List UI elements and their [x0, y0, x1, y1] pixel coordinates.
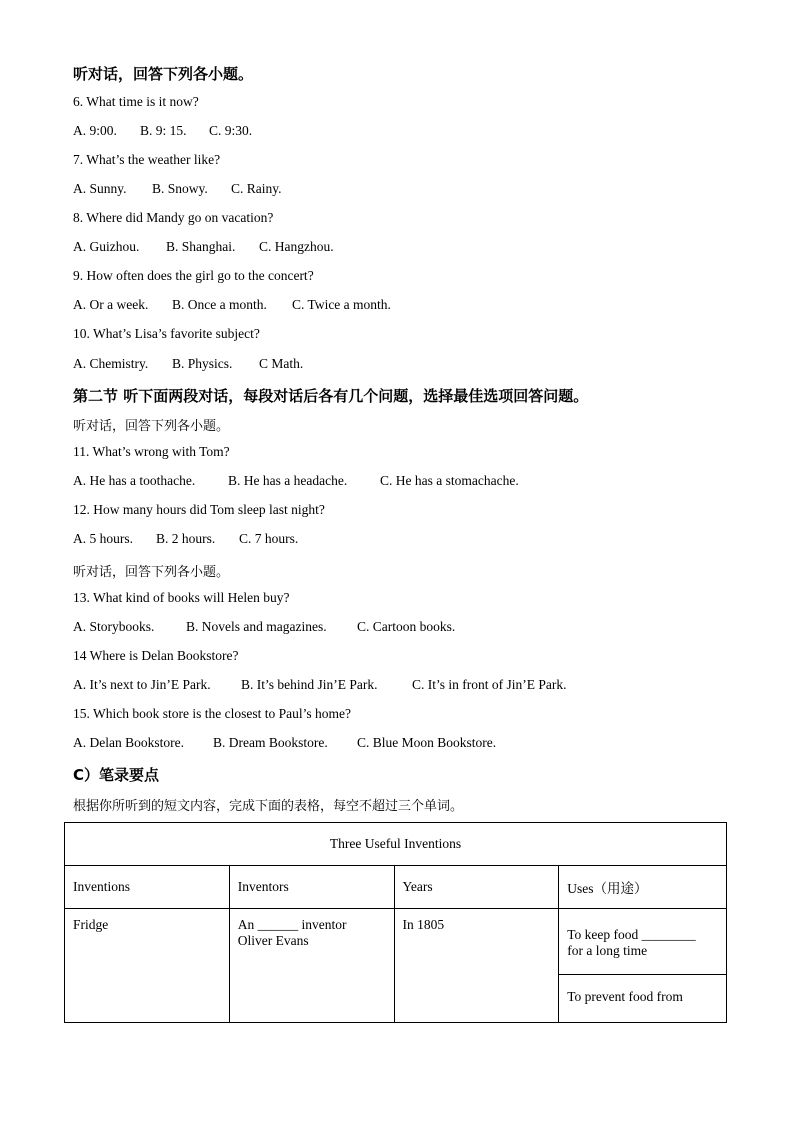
- options-14: [73, 677, 567, 693]
- listen-instruction: 听对话，回答下列各小题。: [73, 419, 230, 434]
- use1-line2: for a long time: [567, 943, 648, 958]
- option-c[interactable]: C. It’s in front of Jin’E Park.: [412, 677, 567, 692]
- section2-heading: 第二节 听下面两段对话，每段对话后各有几个问题，选择最佳选项回答问题。: [73, 387, 589, 405]
- option-b[interactable]: B. Novels and magazines.: [186, 619, 327, 634]
- options-10: [73, 356, 303, 372]
- question-12: 12. How many hours did Tom sleep last night?: [73, 502, 325, 517]
- option-a[interactable]: A. Guizhou.: [73, 239, 140, 254]
- cell-use-2[interactable]: To prevent food from: [559, 975, 727, 1023]
- option-c[interactable]: C. Rainy.: [231, 181, 282, 196]
- option-b[interactable]: B. 9: 15.: [140, 123, 187, 138]
- use1-line1: To keep food ________: [567, 927, 696, 942]
- option-a[interactable]: A. 9:00.: [73, 123, 117, 138]
- inventor-blank-line: An ______ inventor: [237, 917, 347, 932]
- inventor-name: Oliver Evans: [237, 933, 309, 948]
- header-inventions: Inventions: [65, 866, 230, 909]
- listen-instruction: 听对话，回答下列各小题。: [73, 565, 230, 580]
- option-b[interactable]: B. Snowy.: [152, 181, 208, 196]
- option-b[interactable]: B. 2 hours.: [156, 531, 216, 546]
- options-11: [73, 473, 519, 489]
- option-b[interactable]: B. It’s behind Jin’E Park.: [241, 677, 378, 692]
- cell-use-1[interactable]: [559, 909, 727, 975]
- question-8: 8. Where did Mandy go on vacation?: [73, 210, 274, 225]
- section3-heading: C）笔录要点: [73, 766, 160, 784]
- option-c[interactable]: C. 9:30.: [209, 123, 253, 138]
- question-11: 11. What’s wrong with Tom?: [73, 444, 230, 459]
- option-c[interactable]: C. Hangzhou.: [259, 239, 334, 254]
- option-b[interactable]: B. Shanghai.: [166, 239, 236, 254]
- cell-inventor[interactable]: [229, 909, 394, 1023]
- section1-heading: 听对话，回答下列各小题。: [73, 65, 254, 83]
- options-12: [73, 531, 298, 547]
- question-10: 10. What’s Lisa’s favorite subject?: [73, 326, 260, 341]
- option-b[interactable]: B. Once a month.: [172, 297, 267, 312]
- option-b[interactable]: B. Dream Bookstore.: [213, 735, 328, 750]
- question-6: 6. What time is it now?: [73, 94, 199, 109]
- options-15: [73, 735, 496, 751]
- option-a[interactable]: A. Delan Bookstore.: [73, 735, 184, 750]
- option-a[interactable]: A. Chemistry.: [73, 356, 149, 371]
- option-c[interactable]: C. He has a stomachache.: [380, 473, 519, 488]
- question-13: 13. What kind of books will Helen buy?: [73, 590, 290, 605]
- table-caption: Three Useful Inventions: [65, 823, 727, 866]
- options-9: [73, 297, 391, 313]
- inventions-table: [64, 822, 727, 1023]
- option-c[interactable]: C. Blue Moon Bookstore.: [357, 735, 497, 750]
- option-a[interactable]: A. Sunny.: [73, 181, 127, 196]
- option-a[interactable]: A. He has a toothache.: [73, 473, 196, 488]
- option-b[interactable]: B. Physics.: [172, 356, 233, 371]
- question-7: 7. What’s the weather like?: [73, 152, 221, 167]
- question-15: 15. Which book store is the closest to Paul’s home?: [73, 706, 351, 721]
- header-inventors: Inventors: [229, 866, 394, 909]
- cell-year: In 1805: [394, 909, 559, 1023]
- option-c[interactable]: C. Twice a month.: [292, 297, 391, 312]
- option-c[interactable]: C Math.: [259, 356, 304, 371]
- option-c[interactable]: C. Cartoon books.: [357, 619, 456, 634]
- options-13: [73, 619, 455, 635]
- option-a[interactable]: A. It’s next to Jin’E Park.: [73, 677, 211, 692]
- question-9: 9. How often does the girl go to the concert?: [73, 268, 314, 283]
- options-7: [73, 181, 282, 197]
- table-instruction: 根据你所听到的短文内容，完成下面的表格，每空不超过三个单词。: [73, 799, 464, 814]
- question-14: 14 Where is Delan Bookstore?: [73, 648, 239, 663]
- option-a[interactable]: A. 5 hours.: [73, 531, 133, 546]
- header-years: Years: [394, 866, 559, 909]
- header-uses: Uses（用途）: [559, 866, 727, 909]
- option-a[interactable]: A. Or a week.: [73, 297, 149, 312]
- options-6: [73, 123, 252, 139]
- option-c[interactable]: C. 7 hours.: [239, 531, 299, 546]
- cell-invention: Fridge: [65, 909, 230, 1023]
- options-8: [73, 239, 334, 255]
- option-b[interactable]: B. He has a headache.: [228, 473, 348, 488]
- option-a[interactable]: A. Storybooks.: [73, 619, 155, 634]
